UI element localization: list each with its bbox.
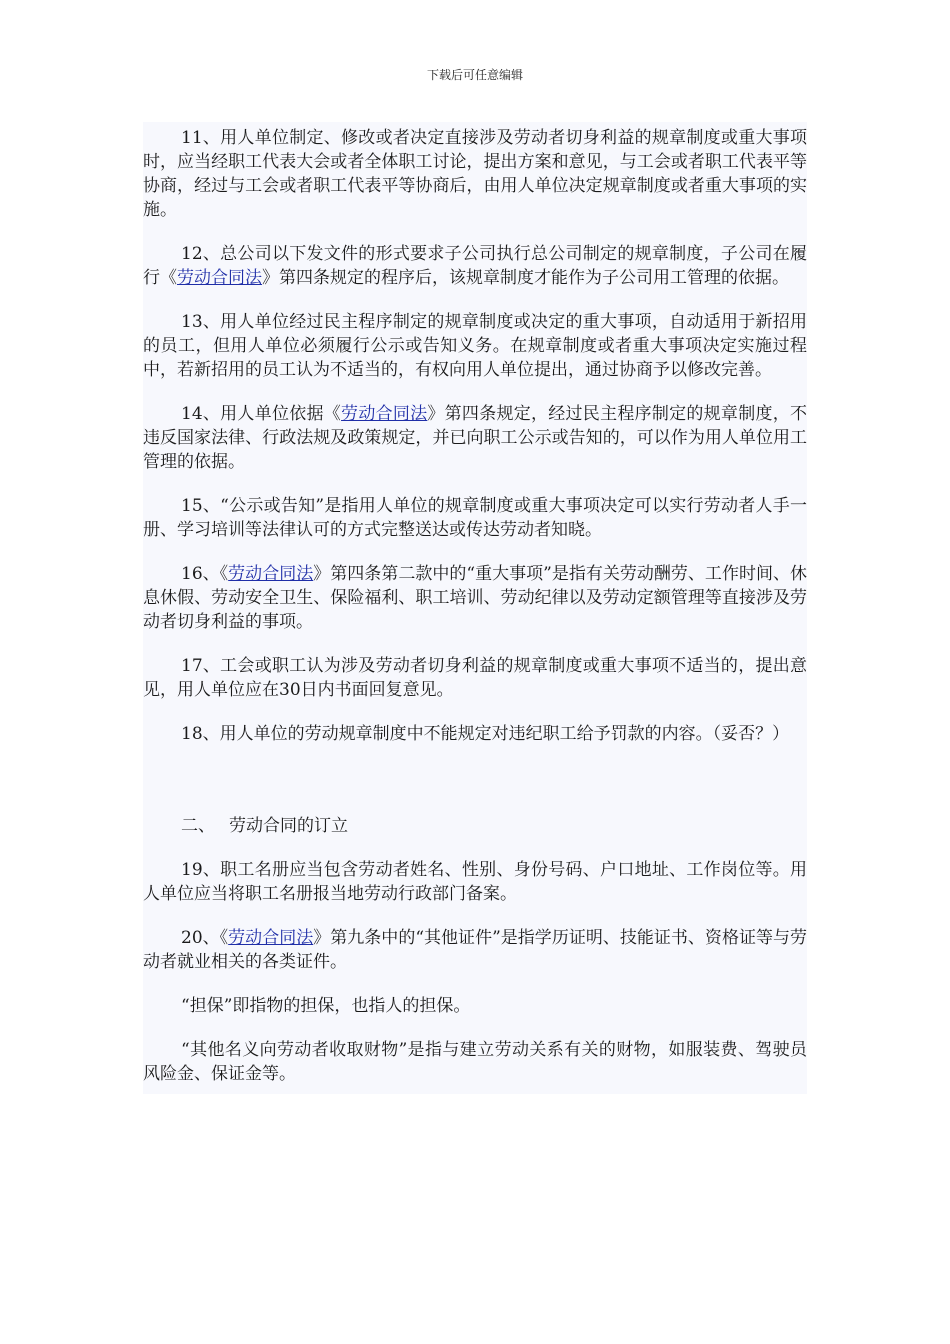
paragraph-14-text-b: 》第四条规定，经过民主程序制定的规章制度，不违反国家法律、行政法规及政策规定，并已向职工公示或告知的，可以作为用人单位用工管理的依据。 [143, 404, 808, 472]
paragraph-19: 19、职工名册应当包含劳动者姓名、性别、身份号码、户口地址、工作岗位等。用人单位应当将职工名册报当地劳动行政部门备案。 [143, 860, 807, 904]
labor-contract-law-link[interactable]: 劳动合同法 [228, 564, 314, 584]
labor-contract-law-link[interactable]: 劳动合同法 [177, 268, 262, 288]
paragraph-16-text-b: 》第四条第二款中的“重大事项”是指有关劳动酬劳、工作时间、休息休假、劳动安全卫生、保险福利、职工培训、劳动纪律以及劳动定额管理等直接涉及劳动者切身利益的事项。 [143, 564, 807, 632]
paragraph-12 [143, 242, 807, 290]
paragraph-20 [143, 926, 807, 974]
paragraph-11: 11、用人单位制定、修改或者决定直接涉及劳动者切身利益的规章制度或重大事项时，应当经职工代表大会或者全体职工讨论，提出方案和意见，与工会或者职工代表平等协商，经过与工会或者职工代表平等协商后，由用人单位决定规章制度或者重大事项的实施。 [143, 128, 807, 220]
paragraph-20-text-a: 20、《 [181, 928, 229, 948]
paragraph-14 [143, 402, 807, 474]
section-title: 劳动合同的订立 [229, 816, 348, 836]
paragraph-20-text-b: 》第九条中的“其他证件”是指学历证明、技能证书、资格证等与劳动者就业相关的各类证件。 [143, 928, 807, 972]
page-header: 下载后可任意编辑 [426, 68, 523, 82]
paragraph-17: 17、工会或职工认为涉及劳动者切身利益的规章制度或重大事项不适当的，提出意见，用人单位应在30日内书面回复意见。 [143, 656, 807, 700]
paragraph-18: 18、用人单位的劳动规章制度中不能规定对违纪职工给予罚款的内容。（妥否？） [181, 724, 790, 744]
paragraph-13: 13、用人单位经过民主程序制定的规章制度或决定的重大事项，自动适用于新招用的员工，但用人单位必须履行公示或告知义务。在规章制度或者重大事项决定实施过程中，若新招用的员工认为不适当的，有权向用人单位提出，通过协商予以修改完善。 [143, 312, 807, 380]
paragraph-14-text-a: 14、用人单位依据《 [181, 404, 342, 424]
paragraph-16-text-a: 16、《 [181, 564, 229, 584]
paragraph-12-text-a: 12、总公司以下发文件的形式要求子公司执行总公司制定的规章制度，子公司在履行《 [143, 244, 807, 288]
labor-contract-law-link[interactable]: 劳动合同法 [341, 404, 428, 424]
paragraph-15: 15、“公示或告知”是指用人单位的规章制度或重大事项决定可以实行劳动者人手一册、学习培训等法律认可的方式完整送达或传达劳动者知晓。 [143, 496, 807, 540]
paragraph-16 [143, 562, 807, 634]
document-body [143, 122, 807, 1094]
paragraph-12-text-b: 》第四条规定的程序后，该规章制度才能作为子公司用工管理的依据。 [262, 268, 789, 288]
section-number: 二、 [181, 816, 215, 836]
paragraph-property: “其他名义向劳动者收取财物”是指与建立劳动关系有关的财物，如服装费、驾驶员风险金、保证金等。 [143, 1040, 807, 1084]
paragraph-guarantee: “担保”即指物的担保，也指人的担保。 [181, 996, 471, 1016]
section-heading [143, 814, 807, 838]
blank-gap [143, 766, 807, 814]
labor-contract-law-link[interactable]: 劳动合同法 [228, 928, 314, 948]
